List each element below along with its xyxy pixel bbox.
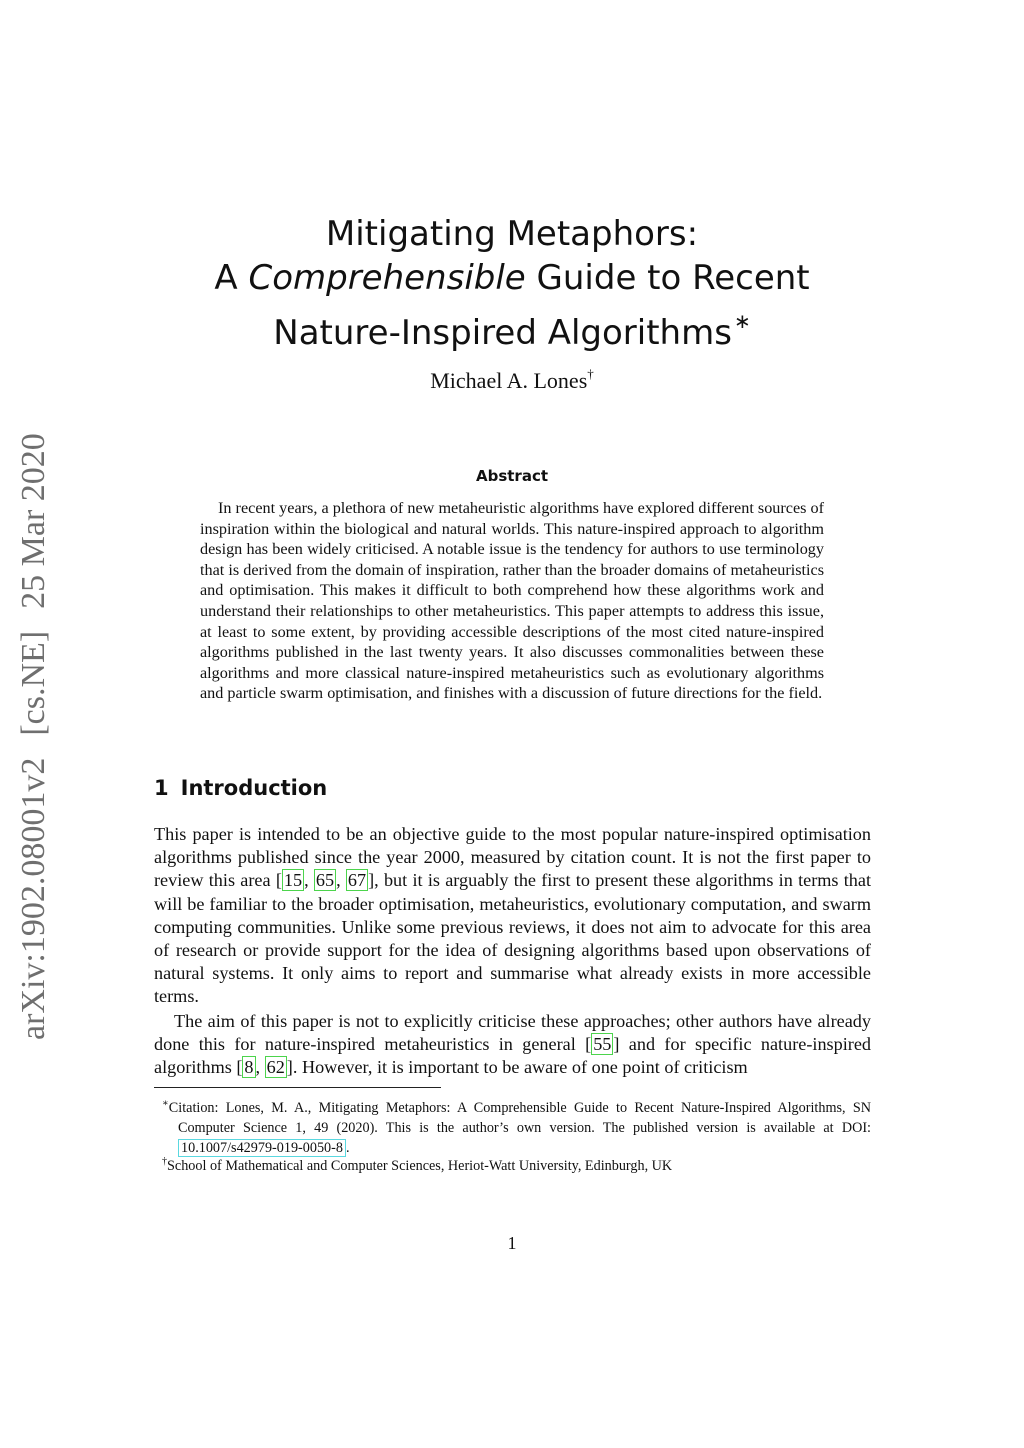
footnote-2-mark: † — [162, 1156, 167, 1167]
author-name: Michael A. Lones — [430, 368, 588, 393]
title-footnote-mark[interactable]: ∗ — [733, 311, 751, 333]
citation-link[interactable]: 62 — [266, 1057, 285, 1078]
abstract-text: In recent years, a plethora of new metaheuristic algorithms have explored different sources of inspiration within the biological and natural worlds. This nature-inspired approach to algorithm design has been widely criticised. A notable issue is the tendency for authors to use terminology that is derived from the domain of inspiration, rather than the broader domains of metaheuristics and optimisation. This makes it difficult to both comprehend how these algorithms work and understand their relationships to other metaheuristics. This paper attempts to address this issue, at least to some extent, by providing accessible descriptions of the most cited nature-inspired algorithms published in the last twenty years. It also discusses commonalities between these algorithms and more classical nature-inspired metaheuristics such as evolutionary algorithms and particle swarm optimisation, and finishes with a discussion of future directions for the field. — [200, 499, 824, 703]
title-line-1: Mitigating Metaphors: — [325, 214, 699, 254]
author-line — [0, 366, 1024, 394]
intro-paragraph-2: The aim of this paper is not to explicitly criticise these approaches; other authors have already done this for nature-inspired metaheuristics in general [ 55 ] and for specific nature-inspired algorithms [ 8 , 62 ]. However, it is important to be aware of one point of criticism — [154, 1011, 871, 1078]
arxiv-sidebar-stamp — [10, 430, 58, 1040]
title-line-3: Nature-Inspired Algorithms ∗ — [273, 311, 751, 353]
citation-link[interactable]: 67 — [347, 870, 367, 891]
intro-paragraph-1: This paper is intended to be an objective guide to the most popular nature-inspired optimisation algorithms published since the year 2000, measured by citation count. It is not the first paper to review this area [ 15 , 65 , 67 ], but it is arguably the first to present these algorithms in terms that will be familiar to the broader optimisation, metaheuristics, evolutionary computation, and swarm computing communities. Unlike some previous reviews, it does not aim to advocate for this area of research or provide support for the idea of designing algorithms based upon observations of natural systems. It only aims to report and summarise what already exists in more accessible terms. — [154, 824, 872, 1007]
footnote-1-mark: ∗ — [162, 1098, 169, 1109]
section-number: 1 — [154, 776, 169, 800]
paper-title — [150, 212, 874, 355]
citation-link[interactable]: 65 — [315, 870, 335, 891]
footnote-affiliation: †School of Mathematical and Computer Sciences, Heriot-Watt University, Edinburgh, UK — [162, 1156, 673, 1174]
footnote-citation: ∗Citation: Lones, M. A., Mitigating Metaphors: A Comprehensible Guide to Recent Nature-Inspired Algorithms, SN Computer Science 1, 49 (2020). This is the author’s own version. The published version is available at DOI: 10.1007/s42979-019-0050-8 . — [162, 1098, 871, 1156]
citation-link[interactable]: 55 — [593, 1034, 612, 1055]
section-heading — [154, 776, 327, 800]
title-line-2: A Comprehensible Guide to Recent — [214, 258, 810, 298]
arxiv-date: 25 Mar 2020 — [15, 433, 52, 609]
section-title: Introduction — [180, 776, 328, 800]
citation-link[interactable]: 8 — [244, 1057, 254, 1078]
abstract-heading: Abstract — [475, 467, 549, 485]
arxiv-id[interactable]: arXiv:1902.08001v2 — [15, 757, 52, 1040]
footnote-divider — [154, 1087, 441, 1088]
doi-link[interactable]: 10.1007/s42979-019-0050-8 — [178, 1139, 346, 1157]
page-number: 1 — [507, 1233, 517, 1253]
arxiv-category: [cs.NE] — [15, 630, 52, 736]
author-footnote-mark[interactable]: † — [587, 366, 594, 381]
citation-link[interactable]: 15 — [283, 870, 303, 891]
title-italic-word: Comprehensible — [248, 258, 526, 298]
